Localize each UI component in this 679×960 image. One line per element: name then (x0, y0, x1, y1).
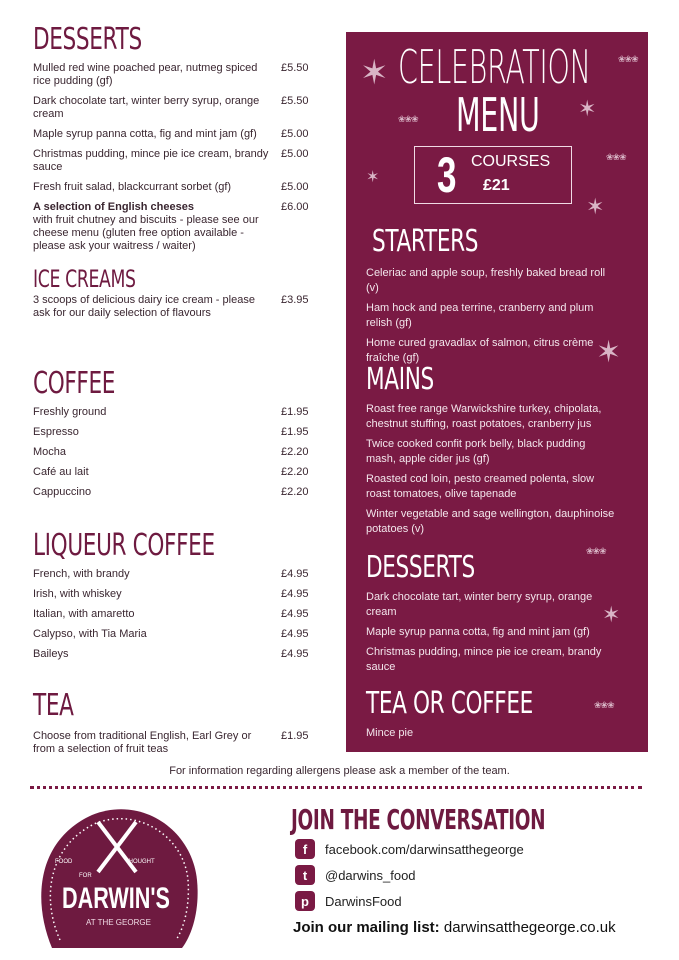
ornament-icon: ❀❀❀ (594, 700, 614, 710)
menu-item (33, 148, 311, 174)
item-description (33, 486, 273, 499)
section-title: COFFEE (33, 366, 116, 401)
item-price: £5.50 (281, 62, 309, 74)
item-price: £4.95 (281, 628, 309, 640)
menu-item (33, 426, 311, 439)
item-description (33, 181, 273, 194)
item-text: Mocha (33, 446, 67, 458)
section-title: STARTERS (372, 224, 479, 259)
menu-item (33, 628, 311, 641)
menu-item (33, 608, 311, 621)
section-title: ICE CREAMS (33, 265, 136, 293)
item-text: Maple syrup panna cotta, fig and mint jam (gf) (33, 128, 257, 140)
item-text: Freshly ground (33, 406, 107, 418)
item-description (33, 95, 273, 121)
courses-price: £21 (483, 177, 510, 194)
item-price: £5.50 (281, 95, 309, 107)
menu-item: Maple syrup panna cotta, fig and mint jam (gf) (366, 626, 590, 638)
item-description (33, 608, 273, 621)
item-description (33, 466, 273, 479)
star-icon: ✶ (578, 96, 597, 121)
logo-subtitle: AT THE GEORGE (86, 918, 151, 927)
menu-item: Twice cooked confit pork belly, black pudding mash, apple cider jus (gf) (366, 438, 586, 465)
menu-item (33, 406, 311, 419)
menu-title: MENU (456, 88, 540, 142)
item-description (33, 128, 273, 141)
section-desserts-celebration (366, 552, 616, 680)
item-price: £6.00 (281, 201, 309, 213)
item-description (33, 588, 273, 601)
section-tea-or-coffee (366, 688, 616, 746)
join-conversation-title: JOIN THE CONVERSATION (291, 803, 546, 836)
item-description (33, 406, 273, 419)
ornament-icon: ❀❀❀ (618, 54, 638, 64)
section-liqueur-coffee (33, 530, 311, 668)
item-description (33, 426, 273, 439)
menu-item (33, 588, 311, 601)
menu-item (33, 730, 311, 756)
star-icon: ✶ (360, 54, 389, 92)
item-price: £1.95 (281, 730, 309, 742)
section-starters (366, 224, 616, 371)
celebration-menu-panel (346, 32, 648, 752)
section-title: MAINS (366, 362, 434, 397)
twitter-icon: t (295, 865, 315, 885)
item-text: Irish, with whiskey (33, 588, 122, 600)
menu-item: Roast free range Warwickshire turkey, chipolata, chestnut stuffing, roast potatoes, cranberry jus (366, 403, 602, 430)
menu-item: Dark chocolate tart, winter berry syrup, orange cream (366, 591, 593, 618)
logo-name: DARWIN'S (62, 882, 170, 915)
item-price: £4.95 (281, 648, 309, 660)
item-price: £5.00 (281, 181, 309, 193)
item-text: Espresso (33, 426, 79, 438)
mailing-list (293, 919, 616, 936)
item-text: French, with brandy (33, 568, 130, 580)
menu-item (33, 294, 311, 320)
menu-item (33, 181, 311, 194)
item-price: £1.95 (281, 426, 309, 438)
menu-item (33, 128, 311, 141)
item-text: Choose from traditional English, Earl Grey or from a selection of fruit teas (33, 730, 252, 755)
menu-item (33, 62, 311, 88)
item-description (33, 628, 273, 641)
menu-item (33, 568, 311, 581)
menu-item: Celeriac and apple soup, freshly baked bread roll (v) (366, 267, 606, 294)
item-text: Dark chocolate tart, winter berry syrup, orange cream (33, 95, 260, 120)
section-desserts (33, 24, 311, 260)
item-price: £2.20 (281, 446, 309, 458)
section-title: TEA OR COFFEE (366, 686, 533, 721)
item-text: 3 scoops of delicious dairy ice cream - please ask for our daily selection of flavours (33, 294, 255, 319)
ornament-icon: ❀❀❀ (606, 152, 626, 162)
logo-food: FOOD (55, 859, 73, 865)
star-icon: ✶ (602, 602, 621, 627)
item-price: £2.20 (281, 466, 309, 478)
mailing-label: Join our mailing list: (293, 919, 440, 936)
ornament-icon: ❀❀❀ (398, 114, 418, 124)
star-icon: ✶ (596, 336, 622, 369)
item-price: £5.00 (281, 148, 309, 160)
dotted-divider (30, 786, 642, 789)
menu-item (33, 466, 311, 479)
menu-item: Mince pie (366, 727, 414, 739)
darwins-logo (32, 800, 202, 950)
ornament-icon: ❀❀❀ (586, 546, 606, 556)
mailing-url[interactable]: darwinsatthegeorge.co.uk (443, 919, 616, 936)
courses-box (414, 146, 572, 204)
logo-thought: THOUGHT (125, 859, 155, 865)
menu-item (33, 486, 311, 499)
item-name: A selection of English cheeses (33, 201, 194, 213)
celebration-title: CELEBRATION (398, 40, 591, 94)
courses-label: COURSES (471, 153, 551, 170)
star-icon: ✶ (366, 169, 380, 186)
facebook-icon: f (295, 839, 315, 859)
item-description (33, 648, 273, 661)
item-text: Cappuccino (33, 486, 92, 498)
section-title: DESSERTS (33, 22, 142, 57)
item-price: £5.00 (281, 128, 309, 140)
logo-for: FOR (79, 873, 92, 879)
item-description (33, 568, 273, 581)
item-text: Calypso, with Tia Maria (33, 628, 147, 640)
section-coffee (33, 368, 311, 506)
section-title: DESSERTS (366, 550, 475, 585)
section-title: LIQUEUR COFFEE (33, 528, 215, 563)
section-mains (366, 364, 616, 542)
menu-item: Winter vegetable and sage wellington, dauphinoise potatoes (v) (366, 508, 615, 535)
item-description (33, 446, 273, 459)
item-text: Baileys (33, 648, 69, 660)
item-price: £4.95 (281, 588, 309, 600)
menu-item: Christmas pudding, mince pie ice cream, brandy sauce (366, 646, 602, 673)
item-text: Italian, with amaretto (33, 608, 135, 620)
item-price: £1.95 (281, 406, 309, 418)
item-price: £4.95 (281, 608, 309, 620)
pinterest-icon: p (295, 891, 315, 911)
star-icon: ✶ (586, 194, 605, 219)
section-tea (33, 690, 311, 763)
menu-item (33, 201, 311, 253)
section-title: TEA (33, 688, 74, 723)
social-links (295, 836, 524, 914)
menu-item (33, 95, 311, 121)
allergen-note: For information regarding allergens please ask a member of the team. (169, 765, 510, 777)
item-text: Café au lait (33, 466, 89, 478)
item-price: £2.20 (281, 486, 309, 498)
item-text: Fresh fruit salad, blackcurrant sorbet (gf) (33, 181, 232, 193)
item-description (33, 148, 273, 174)
menu-item: Home cured gravadlax of salmon, citrus crème fraîche (gf) (366, 337, 594, 364)
menu-item: Ham hock and pea terrine, cranberry and plum relish (gf) (366, 302, 594, 329)
item-description (33, 62, 273, 88)
item-price: £3.95 (281, 294, 309, 306)
item-description (33, 730, 273, 756)
twitter-link[interactable] (295, 862, 524, 888)
item-text: with fruit chutney and biscuits - please see our cheese menu (gluten free option available - please ask your waitress / waiter) (33, 214, 259, 252)
facebook-url: facebook.com/darwinsatthegeorge (325, 841, 524, 857)
menu-item: Roasted cod loin, pesto creamed polenta, slow roast tomatoes, olive tapenade (366, 473, 595, 500)
facebook-link[interactable] (295, 836, 524, 862)
section-ice-creams (33, 266, 311, 327)
item-text: Christmas pudding, mince pie ice cream, brandy sauce (33, 148, 269, 173)
item-description (33, 294, 273, 320)
menu-item (33, 648, 311, 661)
menu-item (33, 446, 311, 459)
pinterest-handle: DarwinsFood (325, 893, 402, 909)
twitter-handle: @darwins_food (325, 867, 416, 883)
courses-number: 3 (437, 147, 457, 203)
item-description (33, 201, 273, 253)
pinterest-link[interactable] (295, 888, 524, 914)
item-price: £4.95 (281, 568, 309, 580)
item-text: Mulled red wine poached pear, nutmeg spiced rice pudding (gf) (33, 62, 258, 87)
